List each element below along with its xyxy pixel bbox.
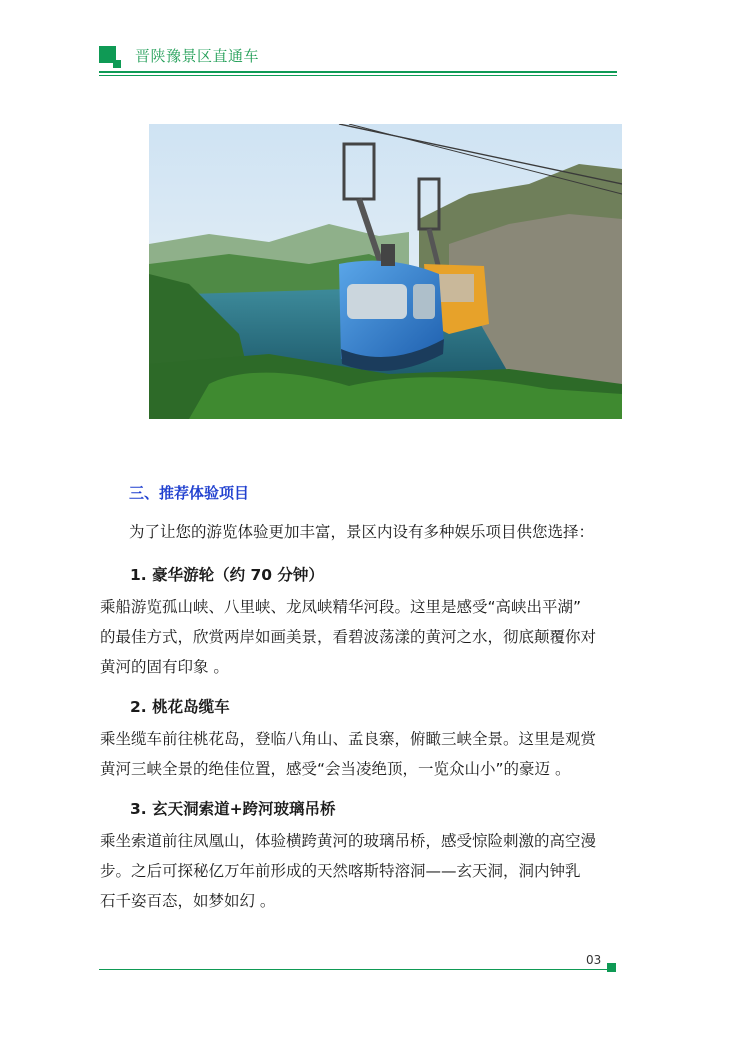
logo-small-square-icon	[113, 60, 121, 68]
item-cablecar-line-1: 乘坐缆车前往桃花岛，登临八角山、孟良寨，俯瞰三峡全景。这里是观赏	[100, 730, 597, 748]
footer-square-icon	[607, 963, 616, 972]
item-cruise-line-3: 黄河的固有印象 。	[100, 658, 229, 676]
header-rule-thick	[99, 71, 617, 73]
header-rule-thin	[99, 75, 617, 76]
section-title: 三、推荐体验项目	[129, 484, 250, 502]
item-ropeway-line-1: 乘坐索道前往凤凰山，体验横跨黄河的玻璃吊桥，感受惊险刺激的高空漫	[100, 832, 597, 850]
cable-car-photo	[149, 124, 622, 419]
item-ropeway-line-2: 步。之后可探秘亿万年前形成的天然喀斯特溶洞——玄天洞，洞内钟乳	[100, 862, 581, 880]
page-header	[99, 40, 617, 80]
item-cruise-line-1: 乘船游览孤山峡、八里峡、龙凤峡精华河段。这里是感受“高峡出平湖”	[100, 598, 582, 616]
intro-paragraph: 为了让您的游览体验更加丰富，景区内设有多种娱乐项目供您选择：	[129, 523, 595, 541]
page-number: 03	[586, 953, 602, 967]
item-cruise-line-2: 的最佳方式，欣赏两岸如画美景，看碧波荡漾的黄河之水，彻底颠覆你对	[100, 628, 597, 646]
item-heading-cruise: 1. 豪华游轮（约 70 分钟）	[130, 566, 324, 584]
item-heading-cablecar: 2. 桃花岛缆车	[130, 698, 230, 716]
item-cablecar-line-2: 黄河三峡全景的绝佳位置，感受“会当凌绝顶，一览众山小”的豪迈 。	[100, 760, 571, 778]
footer-rule	[99, 969, 607, 970]
header-title: 晋陕豫景区直通车	[135, 47, 260, 65]
item-heading-ropeway: 3. 玄天洞索道+跨河玻璃吊桥	[130, 800, 336, 818]
item-ropeway-line-3: 石千姿百态，如梦如幻 。	[100, 892, 276, 910]
